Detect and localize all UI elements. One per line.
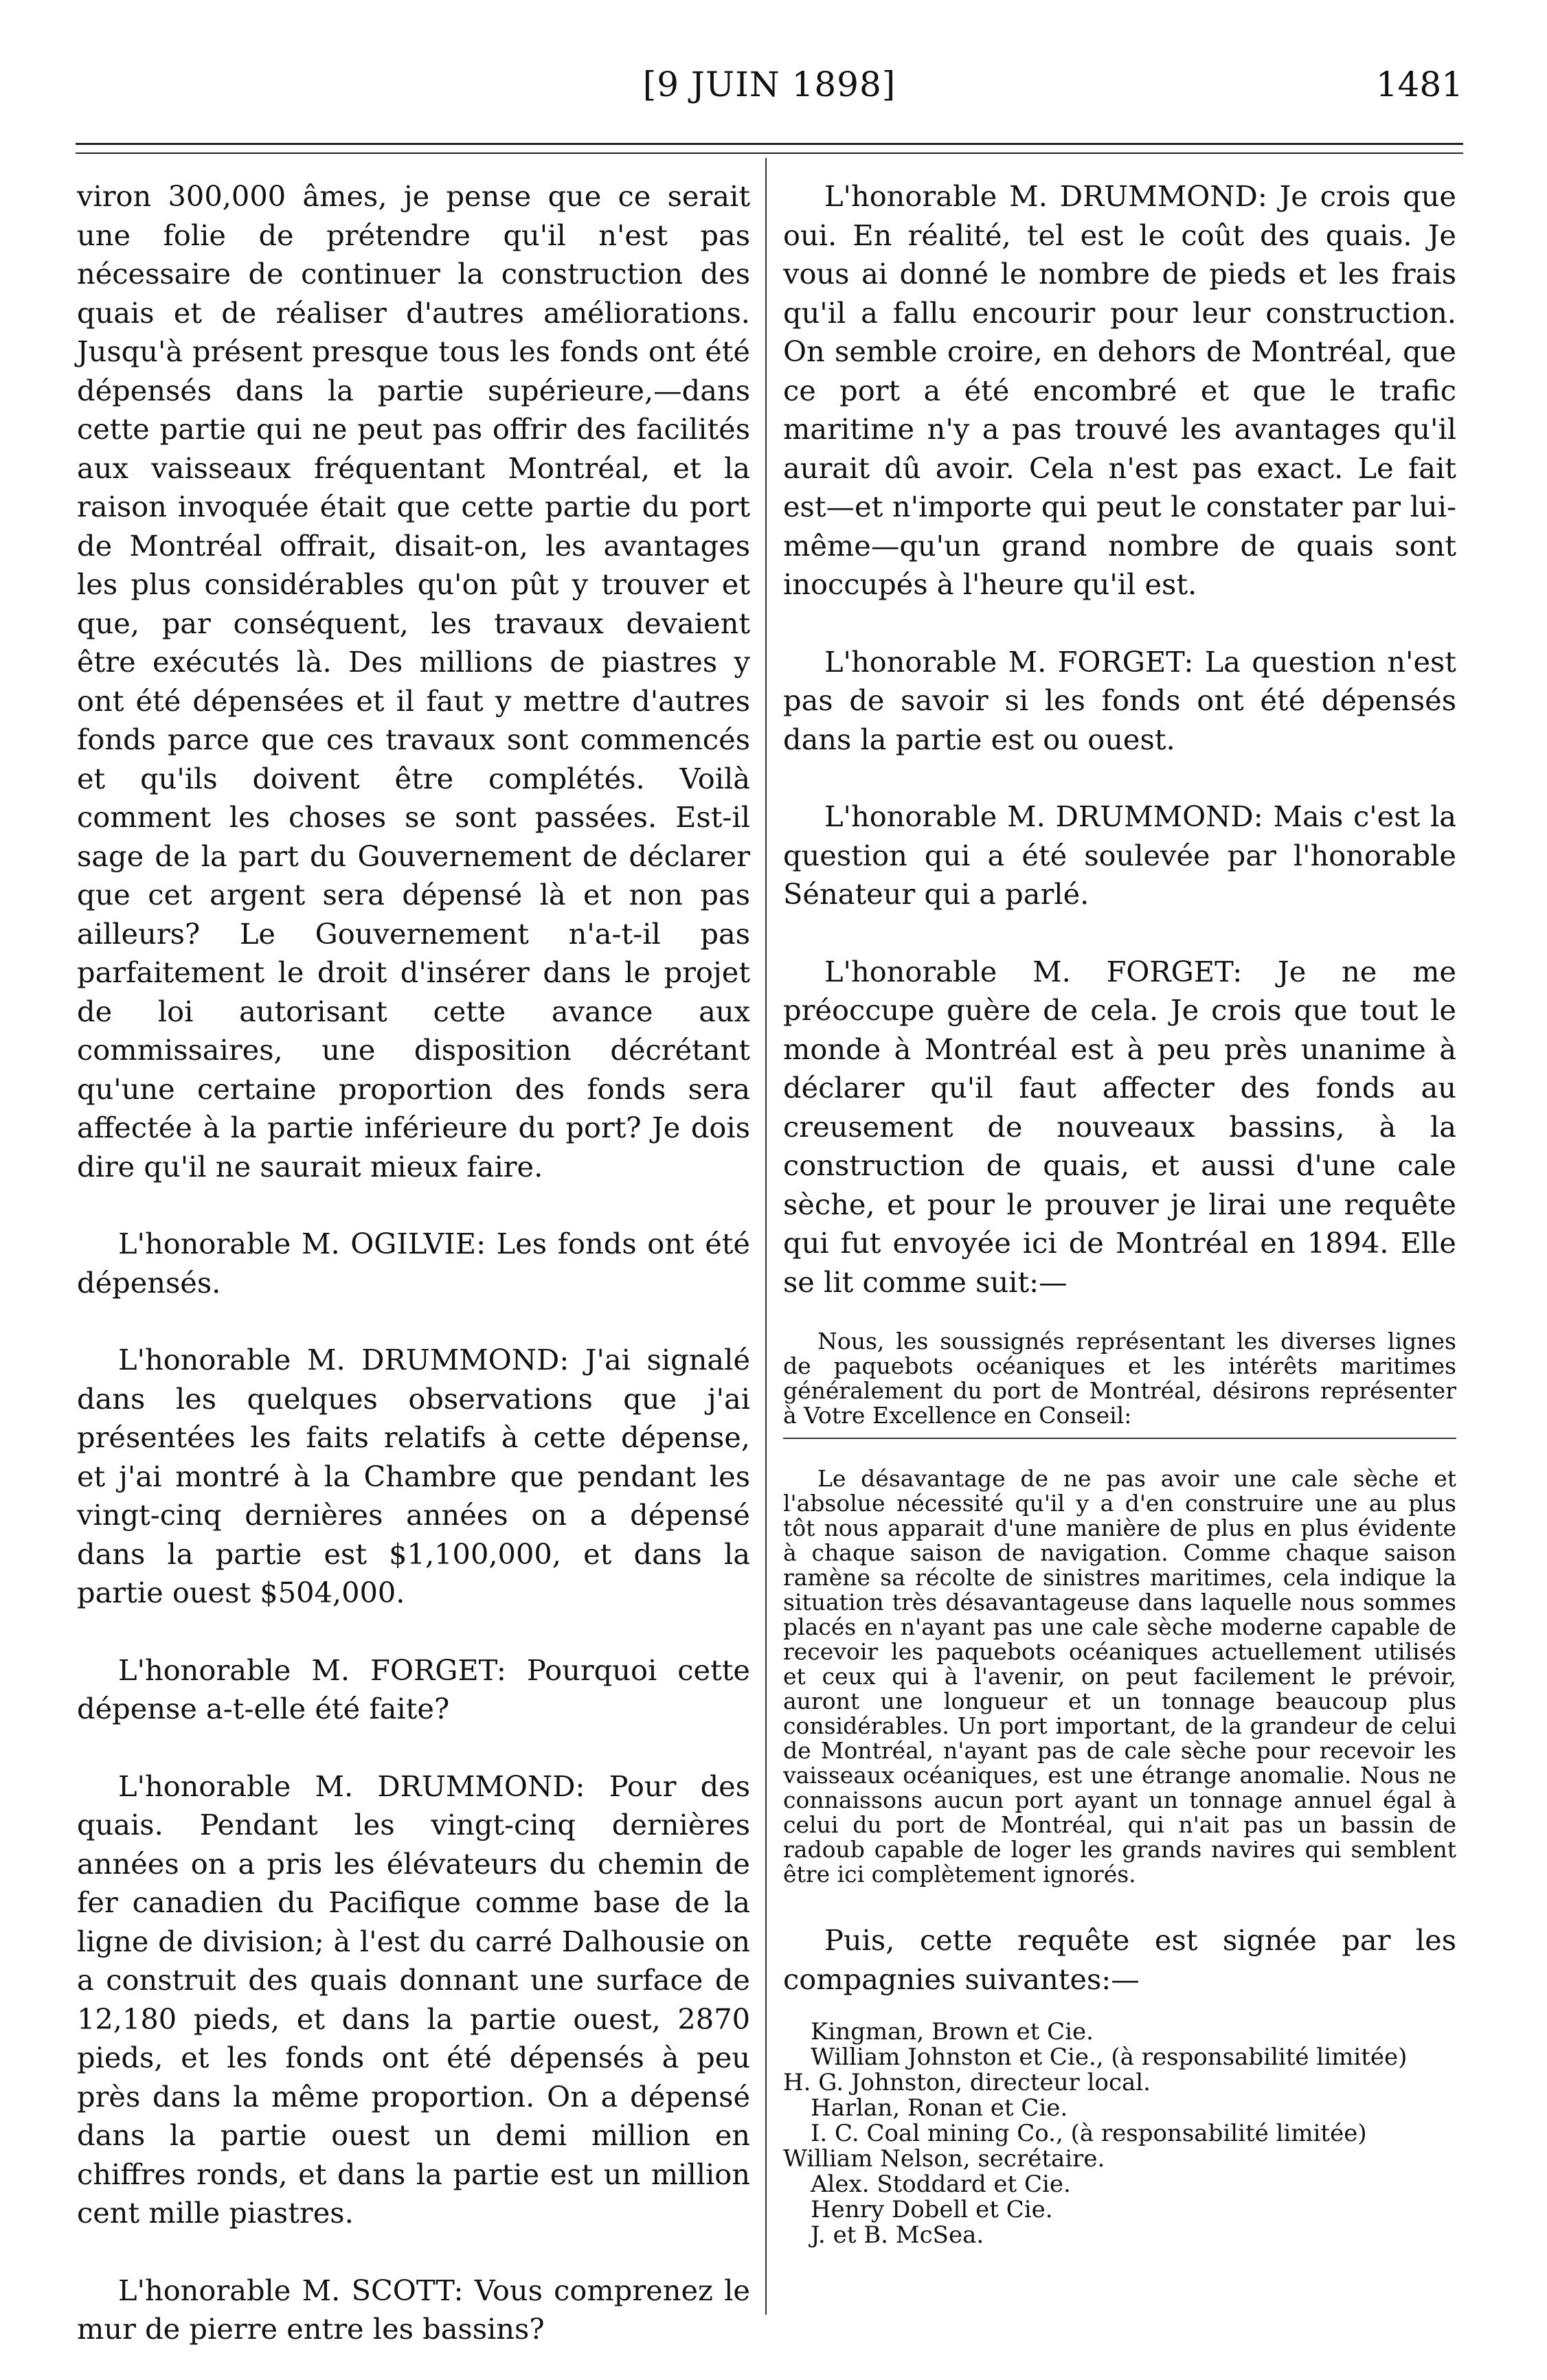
signer: Alex. Stoddard et Cie. <box>811 2171 1071 2198</box>
petition-intro: Nous, les soussignés représentant les diverses lignes de paquebots océaniques et les intérêts maritimes généralement du port de Montréal, désirons représenter à Votre Excellence en Conseil: <box>783 1328 1456 1429</box>
signer: H. G. Johnston, directeur local. <box>783 2069 1151 2096</box>
paragraph: L'honorable M. OGILVIE: Les fonds ont été dépensés. <box>77 1227 750 1300</box>
page-number: 1481 <box>1375 65 1463 104</box>
paragraph: L'honorable M. FORGET: Je ne me préoccupe guère de cela. Je crois que tout le monde à Montréal est à peu près unanime à déclarer qu'il faut affecter des fonds au creusement de nouveaux bassins, à la construction de quais, et aussi d'une cale sèche, et pour le prouver je lirai une requête qui fut envoyée ici de Montréal en 1894. Elle se lit comme suit:— <box>783 954 1456 1299</box>
signers-list <box>783 2019 1456 2248</box>
page-date: [9 JUIN 1898] <box>642 65 896 104</box>
signer: William Nelson, secrétaire. <box>783 2145 1105 2173</box>
paragraph: L'honorable M. DRUMMOND: Je crois que oui. En réalité, tel est le coût des quais. Je vous ai donné le nombre de pieds et les frais qu'il a fallu encourir pour leur construction. On semble croire, en dehors de Montréal, que ce port a été encombré et que le trafic maritime n'y a pas trouvé les avantages qu'il aurait dû avoir. Cela n'est pas exact. Le fait est—et n'importe qui peut le constater par lui-même—qu'un grand nombre de quais sont inoccupés à l'heure qu'il est. <box>783 179 1456 601</box>
petition-body: Le désavantage de ne pas avoir une cale sèche et l'absolue nécessité qu'il y a d'en construire une au plus tôt nous apparait d'une manière de plus en plus évidente à chaque saison de navigation. Comme chaque saison ramène sa récolte de sinistres maritimes, cela indique la situation très désavantageuse dans laquelle nous sommes placés en n'ayant pas une cale sèche moderne capable de recevoir les paquebots océaniques actuellement utilisés et ceux qui à l'avenir, on peut facilement le prévoir, auront une longueur et un tonnage beaucoup plus considérables. Un port important, de la grandeur de celui de Montréal, n'ayant pas de cale sèche pour recevoir les vaisseaux océaniques, est une étrange anomalie. Nous ne connaissons aucun port ayant un tonnage annuel égal à celui du port de Montréal, qui n'ait pas un bassin de radoub capable de loger les grands navires qui semblent être ici complètement ignorés. <box>783 1465 1456 1888</box>
page-header <box>76 60 1463 115</box>
header-rule-top <box>76 143 1463 145</box>
paragraph: Puis, cette requête est signée par les compagnies suivantes:— <box>783 1923 1456 1996</box>
signer: William Johnston et Cie., (à responsabilité limitée) <box>811 2043 1408 2071</box>
header-rule <box>76 143 1463 161</box>
signer: J. et B. McSea. <box>811 2221 984 2249</box>
paragraph: L'honorable M. DRUMMOND: Mais c'est la question qui a été soulevée par l'honorable Sénateur qui a parlé. <box>783 800 1456 911</box>
right-column <box>783 177 1456 2248</box>
column-divider <box>765 158 767 2315</box>
paragraph: L'honorable M. DRUMMOND: Pour des quais. Pendant les vingt-cinq dernières années on a pris les élévateurs du chemin de fer canadien du Pacifique comme base de la ligne de division; à l'est du carré Dalhousie on a construit des quais donnant une surface de 12,180 pieds, et dans la partie ouest, 2870 pieds, et les fonds ont été dépensés à peu près dans la même proportion. On a dépensé dans la partie ouest un demi million en chiffres ronds, et dans la partie est un million cent mille piastres. <box>77 1769 750 2230</box>
paragraph: L'honorable M. DRUMMOND: J'ai signalé dans les quelques observations que j'ai présentées les faits relatifs à cette dépense, et j'ai montré à la Chambre que pendant les vingt-cinq dernières années on a dépensé dans la partie est $1,100,000, et dans la partie ouest $504,000. <box>77 1343 750 1609</box>
left-column <box>77 177 750 2349</box>
paragraph: L'honorable M. FORGET: La question n'est pas de savoir si les fonds ont été dépensés dans la partie est ou ouest. <box>783 644 1456 756</box>
paragraph: L'honorable M. FORGET: Pourquoi cette dépense a-t-elle été faite? <box>77 1653 750 1725</box>
paragraph: L'honorable M. SCOTT: Vous comprenez le mur de pierre entre les bassins? <box>77 2273 750 2346</box>
petition-quote <box>783 1329 1456 1887</box>
signer: I. C. Coal mining Co., (à responsabilité limitée) <box>811 2120 1367 2147</box>
petition-rule <box>783 1438 1456 1439</box>
paragraph: viron 300,000 âmes, je pense que ce serait une folie de prétendre qu'il n'est pas nécessaire de continuer la construction des quais et de réaliser d'autres améliorations. Jusqu'à présent presque tous les fonds ont été dépensés dans la partie supérieure,—dans cette partie qui ne peut pas offrir des facilités aux vaisseaux fréquentant Montréal, et la raison invoquée était que cette partie du port de Montréal offrait, disait-on, les avantages les plus considérables qu'on pût y trouver et que, par conséquent, les travaux devaient être exécutés là. Des millions de piastres y ont été dépensées et il faut y mettre d'autres fonds parce que ces travaux sont commencés et qu'ils doivent être complétés. Voilà comment les choses se sont passées. Est-il sage de la part du Gouvernement de déclarer que cet argent sera dépensé là et non pas ailleurs? Le Gouvernement n'a-t-il pas parfaitement le droit d'insérer dans le projet de loi autorisant cette avance aux commissaires, une disposition décrétant qu'une certaine proportion des fonds sera affectée à la partie inférieure du port? Je dois dire qu'il ne saurait mieux faire. <box>77 179 750 1183</box>
signer: Harlan, Ronan et Cie. <box>811 2094 1068 2122</box>
header-rule-bottom <box>76 152 1463 154</box>
signer: Henry Dobell et Cie. <box>811 2196 1053 2223</box>
signer: Kingman, Brown et Cie. <box>811 2018 1094 2045</box>
